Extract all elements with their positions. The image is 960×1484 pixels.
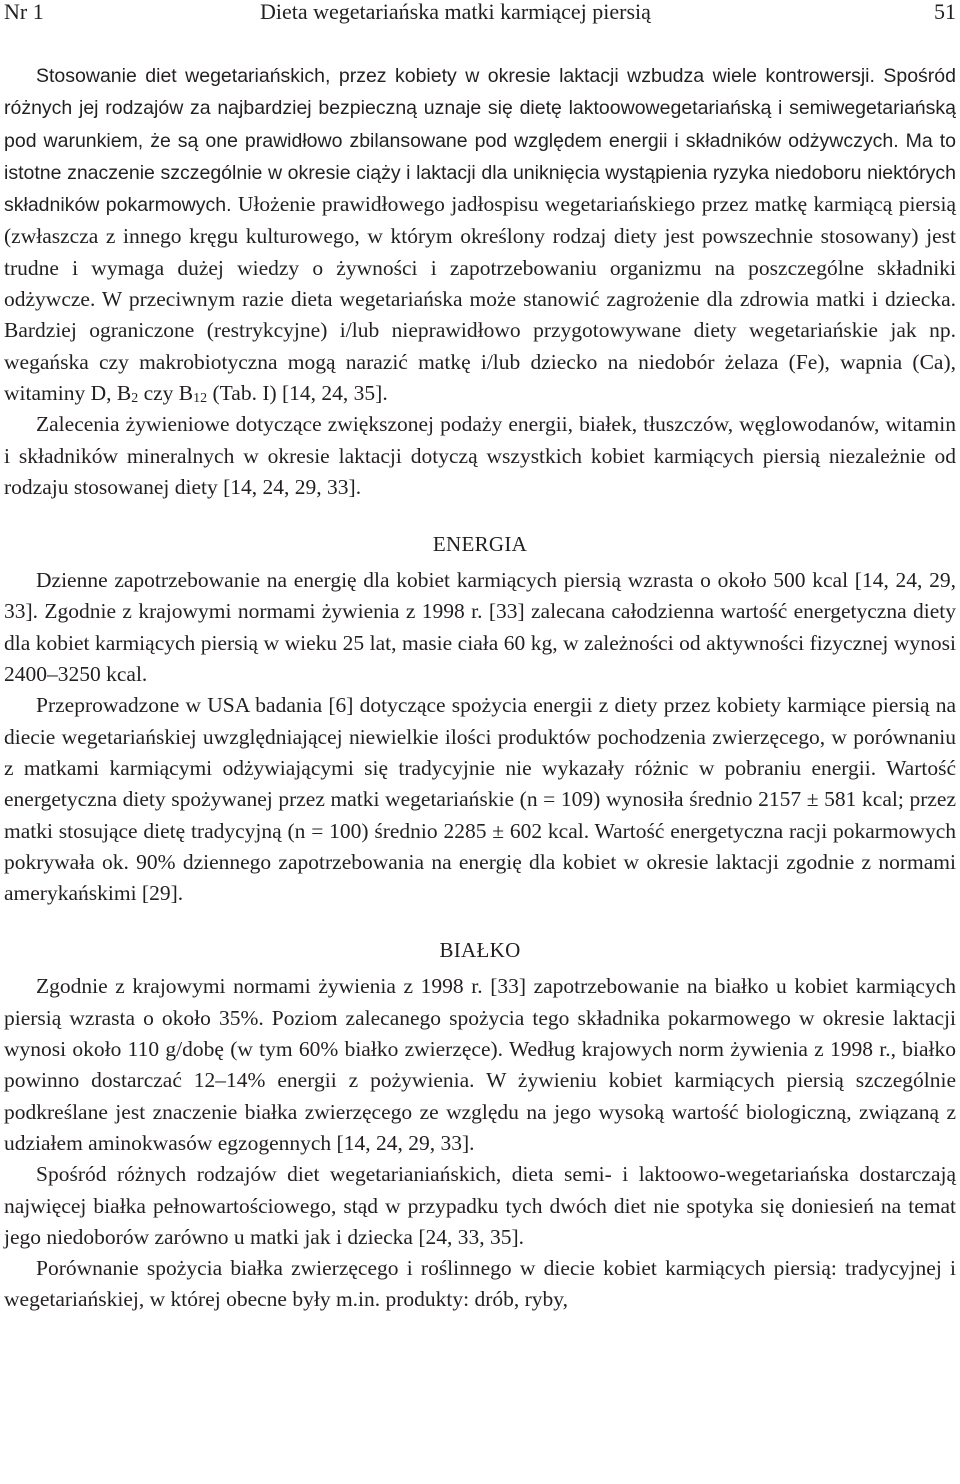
subscript-b2: 2 — [131, 391, 139, 407]
paragraph-intro-part-d: (Tab. I) [14, 24, 35]. — [207, 380, 388, 405]
paragraph-protein-diets: Spośród różnych rodzajów diet wegetarianiańskich, dieta semi- i laktoowo-wegetariańska dostarczają najwięcej białka pełnowartościowego, stąd w przypadku tych dwóch diet nie spotyka się doniesień na temat jego niedoborów zarówno u matki jak i dziecka [24, 33, 35]. — [4, 1162, 956, 1249]
paragraph-recommendations: Zalecenia żywieniowe dotyczące zwiększonej podaży energii, białek, tłuszczów, węglowodanów, witamin i składników mineralnych w okresie laktacji dotyczą wszystkich kobiet karmiących piersią niezależnie od rodzaju stosowanej diety [14, 24, 29, 33]. — [4, 412, 956, 499]
paragraph-protein-requirement: Zgodnie z krajowymi normami żywienia z 1998 r. [33] zapotrzebowanie na białko u kobiet karmiących piersią wzrasta o około 35%. Poziom zalecanego spożycia tego składnika pokarmowego w okresie laktacji wynosi około 110 g/dobę (w tym 60% białko zwierzęce). Według krajowych norm żywienia z 1998 r., białko powinno dostarczać 12–14% energii z pożywienia. W żywieniu kobiet karmiących piersią szczególnie podkreślane jest znaczenie białka zwierzęcego ze względu na jego wysoką wartość biologiczną, związaną z udziałem aminokwasów egzogennych [14, 24, 29, 33]. — [4, 974, 956, 1155]
paragraph-intro — [4, 60, 956, 409]
page-number: 51 — [934, 0, 956, 24]
section-title-bialko: BIAŁKO — [439, 938, 521, 963]
paragraph-intro-part-a: Stosowanie diet wegetariańskich, przez kobiety w okresie laktacji wzbudza wiele kontrowersji. Spośród różnych jej rodzajów za najbardziej bezpieczną uznaje się dietę laktoowowegetariańską i semiwegetariańską pod warunkiem, że są one prawidłowo zbilansowane pod względem energii i składników odżywczych. Ma to istotne znaczenie szczególnie w okresie ciąży i laktacji dla uniknięcia wystąpienia ryzyka niedoboru niektórych składników pokarmowych. — [4, 65, 956, 217]
paragraph-intro-part-c: czy B — [138, 380, 194, 405]
article-body — [4, 60, 956, 1316]
paragraph-intro-part-b: Ułożenie prawidłowego jadłospisu wegetariańskiego przez matkę karmiącą piersią (zwłaszcza z innego kręgu kulturowego, w którym określony rodzaj diety jest powszechnie stosowany) jest trudne i wymaga dużej wiedzy o żywności i zapotrzebowaniu organizmu na poszczególne składniki odżywcze. W przeciwnym razie dieta wegetariańska może stanowić zagrożenie dla zdrowia matki i dziecka. Bardziej ograniczone (restrykcyjne) i/lub nieprawidłowo przygotowywane diety wegetariańskie jak np. wegańska czy makrobiotyczna mogą narazić matkę i/lub dziecko na niedobór żelaza (Fe), wapnia (Ca), witaminy D, B — [4, 192, 957, 405]
running-header — [4, 0, 956, 36]
paragraph-usa-study: Przeprowadzone w USA badania [6] dotyczące spożycia energii z diety przez kobiety karmiące piersią na diecie wegetariańskiej uwzględniającej niewielkie ilości produktów pochodzenia zwierzęcego, w porównaniu z matkami karmiącymi odżywiającymi się tradycyjnie nie wykazały różnic w pobraniu energii. Wartość energetyczna diety spożywanej przez matki wegetariańskie (n = 109) wynosiła średnio 2157 ± 581 kcal; przez matki stosujące dietę tradycyjną (n = 100) średnio 2285 ± 602 kcal. Wartość energetyczna racji pokarmowych pokrywała ok. 90% dziennego zapotrzebowania na energię dla kobiet w okresie laktacji zgodnie z normami amerykańskimi [29]. — [4, 693, 956, 906]
journal-issue: Nr 1 — [4, 0, 44, 24]
section-title-energia: ENERGIA — [432, 532, 528, 557]
paragraph-energy-requirement: Dzienne zapotrzebowanie na energię dla kobiet karmiących piersią wzrasta o około 500 kcal [14, 24, 29, 33]. Zgodnie z krajowymi normami żywienia z 1998 r. [33] zalecana całodzienna wartość energetyczna diety dla kobiet karmiących piersią w wieku 25 lat, masie ciała 60 kg, w zależności od aktywności fizycznej wynosi 2400–3250 kcal. — [4, 568, 956, 687]
subscript-b12: 12 — [193, 391, 208, 407]
document-page — [4, 0, 956, 1316]
paragraph-protein-comparison: Porównanie spożycia białka zwierzęcego i roślinnego w diecie kobiet karmiących piersią: tradycyjnej i wegetariańskiej, w której obecne były m.in. produkty: drób, ryby, — [4, 1256, 956, 1312]
running-title: Dieta wegetariańska matki karmiącej piersią — [260, 0, 651, 24]
